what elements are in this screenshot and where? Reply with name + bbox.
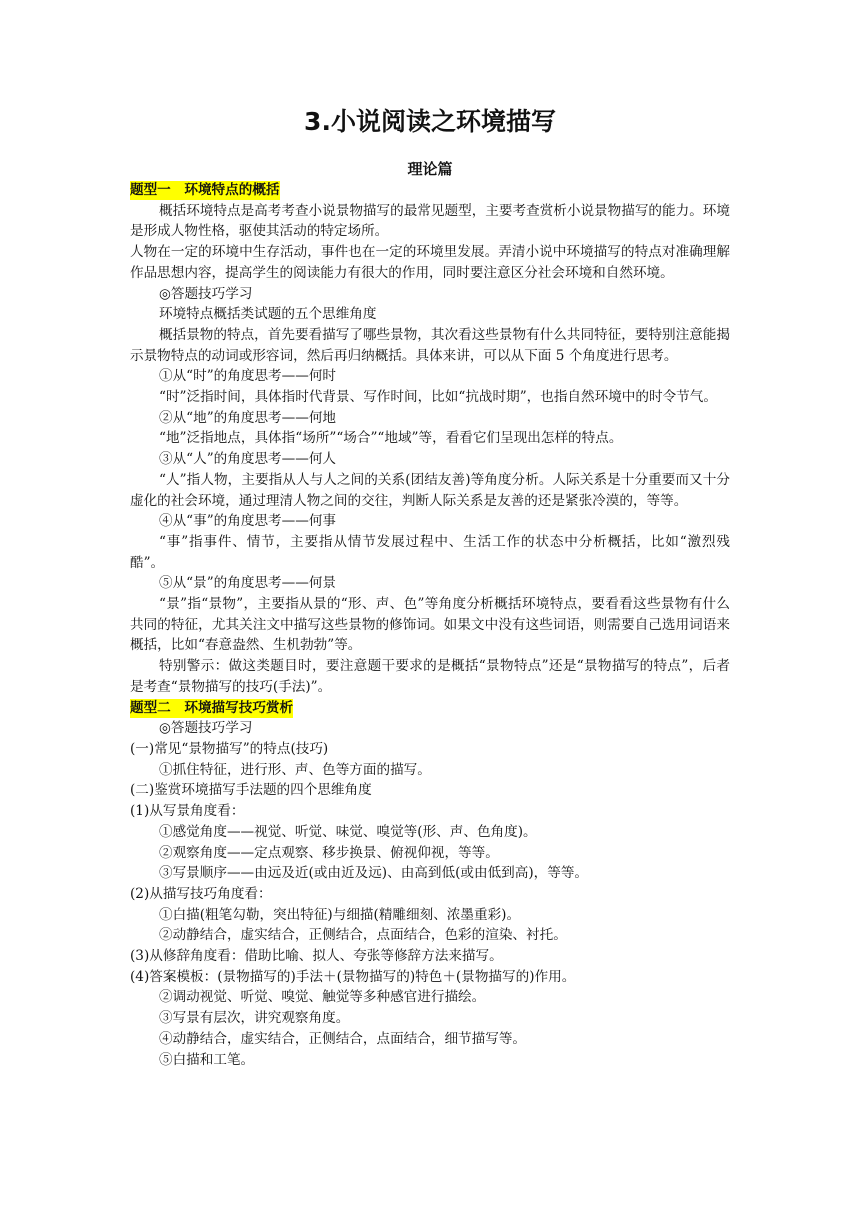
body-paragraph: 环境特点概括类试题的五个思维角度 bbox=[159, 306, 377, 323]
body-paragraph: ◎答题技巧学习 bbox=[159, 720, 253, 737]
body-paragraph: (一)常见“景物描写”的特点(技巧) bbox=[130, 740, 329, 757]
body-paragraph: 概括景物的特点，首先要看描写了哪些景物，其次看这些景物有什么共同特征，要特别注意能揭示景物特点的动词或形容词，然后再归纳概括。具体来讲，可以从下面 5 个角度进行思考。 bbox=[130, 326, 730, 364]
body-paragraph: ②观察角度——定点观察、移步换景、俯视仰视，等等。 bbox=[159, 844, 499, 861]
body-paragraph: (4)答案模板：(景物描写的)手法＋(景物描写的)特色＋(景物描写的)作用。 bbox=[130, 968, 576, 985]
highlighted-heading-text: 题型二 环境描写技巧赏析 bbox=[130, 699, 294, 716]
body-paragraph: ③从“人”的角度思考——何人 bbox=[159, 451, 337, 468]
body-paragraph: (2)从描写技巧角度看： bbox=[130, 885, 272, 902]
body-paragraph: “地”泛指地点，具体指“场所”“场合”“地域”等，看看它们呈现出怎样的特点。 bbox=[159, 430, 623, 447]
body-paragraph: 人物在一定的环境中生存活动，事件也在一定的环境里发展。弄清小说中环境描写的特点对准确理解作品思想内容，提高学生的阅读能力有很大的作用，同时要注意区分社会环境和自然环境。 bbox=[130, 244, 730, 281]
body-paragraph: (二)鉴赏环境描写手法题的四个思维角度 bbox=[130, 782, 372, 799]
document-body bbox=[130, 180, 730, 1070]
body-paragraph: “事”指事件、情节，主要指从情节发展过程中、生活工作的状态中分析概括，比如“激烈残酷”。 bbox=[130, 533, 730, 571]
body-paragraph: ⑤从“景”的角度思考——何景 bbox=[159, 575, 337, 592]
section-heading bbox=[130, 180, 730, 201]
body-paragraph: ③写景有层次，讲究观察角度。 bbox=[159, 1010, 350, 1027]
body-paragraph: (3)从修辞角度看：借助比喻、拟人、夸张等修辞方法来描写。 bbox=[130, 948, 503, 965]
body-paragraph: (1)从写景角度看： bbox=[130, 803, 245, 820]
highlighted-heading-text: 题型一 环境特点的概括 bbox=[130, 182, 280, 198]
body-paragraph: ②调动视觉、听觉、嗅觉、触觉等多种感官进行描绘。 bbox=[159, 989, 486, 1006]
section-heading bbox=[130, 698, 730, 719]
body-paragraph: ①抓住特征，进行形、声、色等方面的描写。 bbox=[159, 761, 431, 778]
body-paragraph: ④从“事”的角度思考——何事 bbox=[159, 513, 337, 530]
body-paragraph: “景”指“景物”，主要指从景的“形、声、色”等角度分析概括环境特点，要看看这些景物有什么共同的特征，尤其关注文中描写这些景物的修饰词。如果文中没有这些词语，则需要自己选用词语来概括，比如“春意盎然、生机勃勃”等。 bbox=[130, 596, 730, 654]
body-paragraph: ②从“地”的角度思考——何地 bbox=[159, 409, 337, 426]
body-paragraph: ⑤白描和工笔。 bbox=[159, 1051, 255, 1068]
body-paragraph: ①从“时”的角度思考——何时 bbox=[159, 368, 337, 385]
body-paragraph: 概括环境特点是高考考查小说景物描写的最常见题型，主要考查赏析小说景物描写的能力。环境是形成人物性格，驱使其活动的特定场所。 bbox=[130, 202, 730, 240]
body-paragraph: ②动静结合，虚实结合，正侧结合，点面结合，色彩的渲染、衬托。 bbox=[159, 927, 567, 944]
body-paragraph: “人”指人物，主要指从人与人之间的关系(团结友善)等角度分析。人际关系是十分重要而又十分虚化的社会环境，通过理清人物之间的交往，判断人际关系是友善的还是紧张冷漠的，等等。 bbox=[130, 471, 730, 509]
section-subtitle: 理论篇 bbox=[407, 160, 453, 178]
body-paragraph: “时”泛指时间，具体指时代背景、写作时间，比如“抗战时期”，也指自然环境中的时令节气。 bbox=[159, 389, 717, 406]
body-paragraph: ③写景顺序——由远及近(或由近及远)、由高到低(或由低到高)，等等。 bbox=[159, 865, 589, 882]
body-paragraph: ①感觉角度——视觉、听觉、味觉、嗅觉等(形、声、色角度)。 bbox=[159, 823, 537, 840]
body-paragraph: ④动静结合，虚实结合，正侧结合，点面结合，细节描写等。 bbox=[159, 1030, 527, 1047]
body-paragraph: ①白描(粗笔勾勒，突出特征)与细描(精雕细刻、浓墨重彩)。 bbox=[159, 906, 521, 923]
body-paragraph: ◎答题技巧学习 bbox=[159, 285, 253, 302]
document-title: 3.小说阅读之环境描写 bbox=[304, 107, 556, 136]
body-paragraph: 特别警示：做这类题目时，要注意题干要求的是概括“景物特点”还是“景物描写的特点”，后者是考查“景物描写的技巧(手法)”。 bbox=[130, 658, 730, 695]
